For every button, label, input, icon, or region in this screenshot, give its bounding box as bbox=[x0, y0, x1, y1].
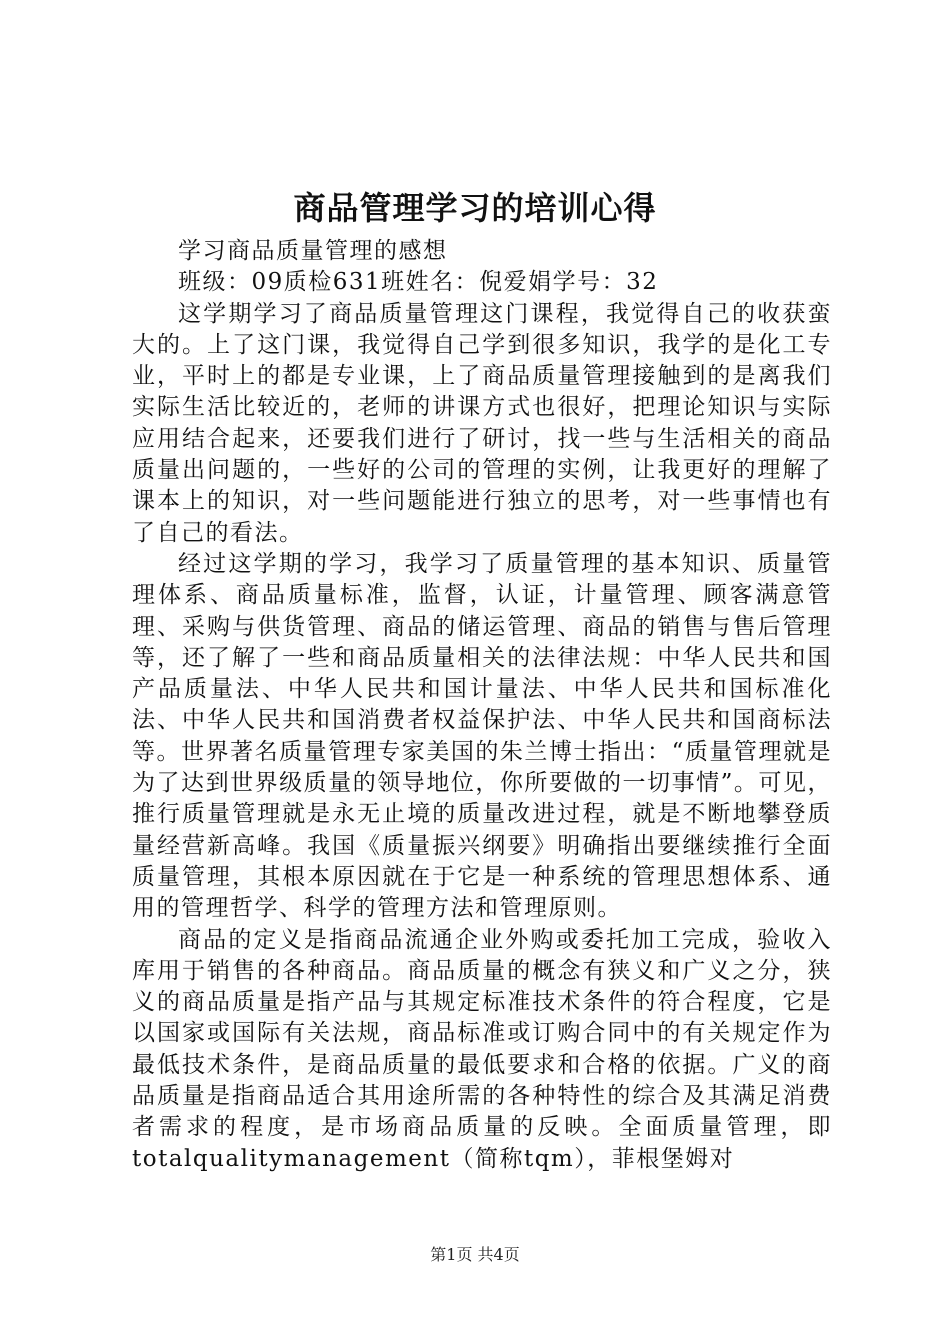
class-info-paragraph: 班级：09质检631班姓名：倪爱娟学号：32 bbox=[178, 269, 659, 296]
subtitle-paragraph: 学习商品质量管理的感想 bbox=[178, 238, 448, 264]
document-body bbox=[132, 236, 832, 1175]
document-title: 商品管理学习的培训心得 bbox=[293, 189, 657, 227]
body-paragraph: 经过这学期的学习，我学习了质量管理的基本知识、质量管理体系、商品质量标准，监督，认证，计量管理、顾客满意管理、采购与供货管理、商品的储运管理、商品的销售与售后管理等，还了解了一些和商品质量相关的法律法规：中华人民共和国产品质量法、中华人民共和国计量法、中华人民共和国标准化法、中华人民共和国消费者权益保护法、中华人民共和国商标法等。世界著名质量管理专家美国的朱兰博士指出：“质量管理就是为了达到世界级质量的领导地位，你所要做的一切事情”。可见，推行质量管理就是永无止境的质量改进过程，就是不断地攀登质量经营新高峰。我国《质量振兴纲要》明确指出要继续推行全面质量管理，其根本原因就在于它是一种系统的管理思想体系、通用的管理哲学、科学的管理方法和管理原则。 bbox=[132, 550, 832, 922]
body-paragraph: 商品的定义是指商品流通企业外购或委托加工完成，验收入库用于销售的各种商品。商品质量的概念有狭义和广义之分，狭义的商品质量是指产品与其规定标准技术条件的符合程度，它是以国家或国际有关法规，商品标准或订购合同中的有关规定作为最低技术条件，是商品质量的最低要求和合格的依据。广义的商品质量是指商品适合其用途所需的各种特性的综合及其满足消费者需求的程度，是市场商品质量的反映。全面质量管理，即totalqualitymanagement（简称tqm），菲根堡姆对 bbox=[132, 926, 832, 1172]
page-number-footer: 第1页 共4页 bbox=[430, 1245, 520, 1264]
body-paragraph: 这学期学习了商品质量管理这门课程，我觉得自己的收获蛮大的。上了这门课，我觉得自己学到很多知识，我学的是化工专业，平时上的都是专业课，上了商品质量管理接触到的是离我们实际生活比较近的，老师的讲课方式也很好，把理论知识与实际应用结合起来，还要我们进行了研讨，找一些与生活相关的商品质量出问题的，一些好的公司的管理的实例，让我更好的理解了课本上的知识，对一些问题能进行独立的思考，对一些事情也有了自己的看法。 bbox=[132, 300, 832, 546]
